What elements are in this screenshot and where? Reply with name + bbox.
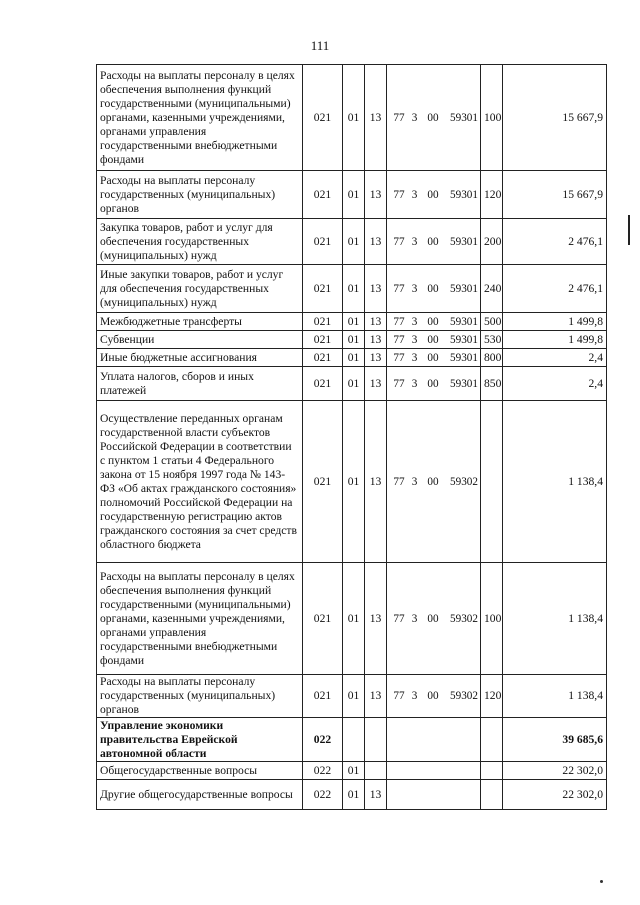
- target-item-code-part: 3: [411, 690, 418, 702]
- subsection-code-cell: 13: [365, 367, 387, 401]
- table-row: [97, 313, 607, 331]
- target-item-code-part: 00: [427, 377, 439, 390]
- table-row: [97, 265, 607, 313]
- amount-cell: 1 499,8: [503, 313, 607, 331]
- subsection-code-cell: 13: [365, 219, 387, 265]
- target-item-code-cell: [387, 313, 481, 331]
- target-item-code-cell: [387, 762, 481, 780]
- expense-type-code-cell: 200: [481, 219, 503, 265]
- expense-name-cell: Осуществление переданных органам государственной власти субъектов Российской Федерации в соответствии с пунктом 1 статьи 4 Федерального закона от 15 ноября 1997 года № 143-ФЗ «Об актах гражданского состояния» полномочий Российской Федерации на государственную регистрацию актов гражданского состояния за счет средств областного бюджета: [97, 401, 303, 563]
- expense-type-code-cell: 530: [481, 331, 503, 349]
- amount-cell: 2,4: [503, 349, 607, 367]
- section-code-cell: 01: [343, 219, 365, 265]
- table-row: [97, 331, 607, 349]
- ministry-code-cell: 021: [303, 563, 343, 675]
- budget-table: [96, 64, 607, 810]
- section-code-cell: 01: [343, 265, 365, 313]
- table-row: [97, 762, 607, 780]
- scan-speck: [600, 880, 603, 883]
- expense-name-cell: Общегосударственные вопросы: [97, 762, 303, 780]
- target-item-code-part: 59302: [450, 475, 478, 488]
- subsection-code-cell: 13: [365, 265, 387, 313]
- target-item-code-part: 3: [411, 475, 418, 488]
- target-item-code-part: 77: [393, 111, 405, 124]
- target-item-code-cell: [387, 563, 481, 675]
- target-item-code-cell: [387, 780, 481, 810]
- target-item-code-part: 77: [393, 333, 405, 346]
- subsection-code-cell: 13: [365, 349, 387, 367]
- amount-cell: 1 138,4: [503, 401, 607, 563]
- section-code-cell: [343, 718, 365, 762]
- target-item-code-part: 59301: [450, 333, 478, 346]
- page-number: 111: [310, 38, 330, 53]
- subsection-code-cell: [365, 762, 387, 780]
- target-item-code-cell: [387, 718, 481, 762]
- expense-type-code-cell: 120: [481, 171, 503, 219]
- target-item-code-part: 3: [411, 315, 418, 328]
- target-item-code-part: 59301: [450, 282, 478, 295]
- expense-type-code-cell: 120: [481, 675, 503, 718]
- table-row: [97, 219, 607, 265]
- expense-name-cell: Иные закупки товаров, работ и услуг для обеспечения государственных (муниципальных) нужд: [97, 265, 303, 313]
- expense-type-code-cell: [481, 762, 503, 780]
- target-item-code-part: 00: [427, 235, 439, 248]
- target-item-code-part: 77: [393, 377, 405, 390]
- amount-cell: 15 667,9: [503, 65, 607, 171]
- target-item-code-cell: [387, 349, 481, 367]
- target-item-code-cell: [387, 219, 481, 265]
- ministry-code-cell: 022: [303, 780, 343, 810]
- amount-cell: 22 302,0: [503, 762, 607, 780]
- expense-type-code-cell: 100: [481, 563, 503, 675]
- target-item-code-part: 59302: [450, 690, 478, 702]
- ministry-code-cell: 021: [303, 219, 343, 265]
- subsection-code-cell: [365, 718, 387, 762]
- section-code-cell: 01: [343, 762, 365, 780]
- expense-name-cell: Управление экономики правительства Еврейской автономной области: [97, 718, 303, 762]
- target-item-code-part: 3: [411, 377, 418, 390]
- target-item-code-part: 3: [411, 282, 418, 295]
- amount-cell: 1 138,4: [503, 675, 607, 718]
- target-item-code-part: 59301: [450, 188, 478, 201]
- expense-type-code-cell: [481, 401, 503, 563]
- target-item-code-part: 00: [427, 111, 439, 124]
- table-row: [97, 563, 607, 675]
- ministry-code-cell: 021: [303, 265, 343, 313]
- target-item-code-part: 3: [411, 351, 418, 364]
- target-item-code-cell: [387, 367, 481, 401]
- target-item-code-part: 77: [393, 188, 405, 201]
- ministry-code-cell: 021: [303, 675, 343, 718]
- table-row: [97, 171, 607, 219]
- target-item-code-part: 77: [393, 282, 405, 295]
- target-item-code-part: 3: [411, 188, 418, 201]
- target-item-code-part: 3: [411, 333, 418, 346]
- scan-edge-mark: [628, 215, 630, 245]
- ministry-code-cell: 021: [303, 401, 343, 563]
- table-row: [97, 780, 607, 810]
- ministry-code-cell: 021: [303, 65, 343, 171]
- amount-cell: 2,4: [503, 367, 607, 401]
- target-item-code-part: 00: [427, 351, 439, 364]
- target-item-code-part: 77: [393, 315, 405, 328]
- target-item-code-cell: [387, 675, 481, 718]
- target-item-code-part: 00: [427, 188, 439, 201]
- section-code-cell: 01: [343, 675, 365, 718]
- target-item-code-part: 77: [393, 475, 405, 488]
- target-item-code-cell: [387, 265, 481, 313]
- section-code-cell: 01: [343, 331, 365, 349]
- amount-cell: 39 685,6: [503, 718, 607, 762]
- target-item-code-part: 77: [393, 690, 405, 702]
- ministry-code-cell: 021: [303, 349, 343, 367]
- section-code-cell: 01: [343, 563, 365, 675]
- subsection-code-cell: 13: [365, 563, 387, 675]
- target-item-code-part: 00: [427, 690, 439, 702]
- expense-type-code-cell: 240: [481, 265, 503, 313]
- target-item-code-part: 77: [393, 235, 405, 248]
- expense-type-code-cell: [481, 718, 503, 762]
- subsection-code-cell: 13: [365, 401, 387, 563]
- section-code-cell: 01: [343, 313, 365, 331]
- target-item-code-part: 77: [393, 351, 405, 364]
- ministry-code-cell: 021: [303, 313, 343, 331]
- amount-cell: 2 476,1: [503, 219, 607, 265]
- target-item-code-part: 59301: [450, 111, 478, 124]
- amount-cell: 22 302,0: [503, 780, 607, 810]
- table-row: [97, 367, 607, 401]
- target-item-code-part: 00: [427, 333, 439, 346]
- target-item-code-cell: [387, 331, 481, 349]
- expense-name-cell: Уплата налогов, сборов и иных платежей: [97, 367, 303, 401]
- target-item-code-part: 59302: [450, 612, 478, 625]
- section-code-cell: 01: [343, 401, 365, 563]
- section-code-cell: 01: [343, 171, 365, 219]
- table-row: [97, 65, 607, 171]
- expense-name-cell: Расходы на выплаты персоналу в целях обеспечения выполнения функций государственными (муниципальными) органами, казенными учреждениями, органами управления государственными внебюджетными фондами: [97, 563, 303, 675]
- expense-type-code-cell: 500: [481, 313, 503, 331]
- target-item-code-part: 59301: [450, 377, 478, 390]
- expense-name-cell: Межбюджетные трансферты: [97, 313, 303, 331]
- target-item-code-cell: [387, 65, 481, 171]
- expense-name-cell: Иные бюджетные ассигнования: [97, 349, 303, 367]
- table-row: [97, 718, 607, 762]
- target-item-code-part: 00: [427, 315, 439, 328]
- subsection-code-cell: 13: [365, 331, 387, 349]
- target-item-code-part: 00: [427, 612, 439, 625]
- section-code-cell: 01: [343, 349, 365, 367]
- target-item-code-cell: [387, 401, 481, 563]
- target-item-code-part: 59301: [450, 351, 478, 364]
- expense-name-cell: Другие общегосударственные вопросы: [97, 780, 303, 810]
- section-code-cell: 01: [343, 367, 365, 401]
- subsection-code-cell: 13: [365, 780, 387, 810]
- ministry-code-cell: 022: [303, 762, 343, 780]
- amount-cell: 2 476,1: [503, 265, 607, 313]
- expense-type-code-cell: 100: [481, 65, 503, 171]
- target-item-code-part: 00: [427, 282, 439, 295]
- target-item-code-part: 00: [427, 475, 439, 488]
- expense-type-code-cell: 850: [481, 367, 503, 401]
- amount-cell: 15 667,9: [503, 171, 607, 219]
- ministry-code-cell: 022: [303, 718, 343, 762]
- subsection-code-cell: 13: [365, 313, 387, 331]
- target-item-code-cell: [387, 171, 481, 219]
- section-code-cell: 01: [343, 780, 365, 810]
- subsection-code-cell: 13: [365, 675, 387, 718]
- amount-cell: 1 138,4: [503, 563, 607, 675]
- target-item-code-part: 3: [411, 612, 418, 625]
- section-code-cell: 01: [343, 65, 365, 171]
- expense-name-cell: Расходы на выплаты персоналу государственных (муниципальных) органов: [97, 675, 303, 718]
- expense-name-cell: Субвенции: [97, 331, 303, 349]
- target-item-code-part: 77: [393, 612, 405, 625]
- target-item-code-part: 59301: [450, 235, 478, 248]
- expense-type-code-cell: 800: [481, 349, 503, 367]
- amount-cell: 1 499,8: [503, 331, 607, 349]
- table-row: [97, 349, 607, 367]
- target-item-code-part: 59301: [450, 315, 478, 328]
- expense-name-cell: Расходы на выплаты персоналу в целях обеспечения выполнения функций государственными (муниципальными) органами, казенными учреждениями, органами управления государственными внебюджетными фондами: [97, 65, 303, 171]
- ministry-code-cell: 021: [303, 331, 343, 349]
- expense-name-cell: Расходы на выплаты персоналу государственных (муниципальных) органов: [97, 171, 303, 219]
- target-item-code-part: 3: [411, 111, 418, 124]
- table-row: [97, 675, 607, 718]
- target-item-code-part: 3: [411, 235, 418, 248]
- expense-type-code-cell: [481, 780, 503, 810]
- ministry-code-cell: 021: [303, 171, 343, 219]
- subsection-code-cell: 13: [365, 171, 387, 219]
- table-row: [97, 401, 607, 563]
- subsection-code-cell: 13: [365, 65, 387, 171]
- expense-name-cell: Закупка товаров, работ и услуг для обеспечения государственных (муниципальных) нужд: [97, 219, 303, 265]
- ministry-code-cell: 021: [303, 367, 343, 401]
